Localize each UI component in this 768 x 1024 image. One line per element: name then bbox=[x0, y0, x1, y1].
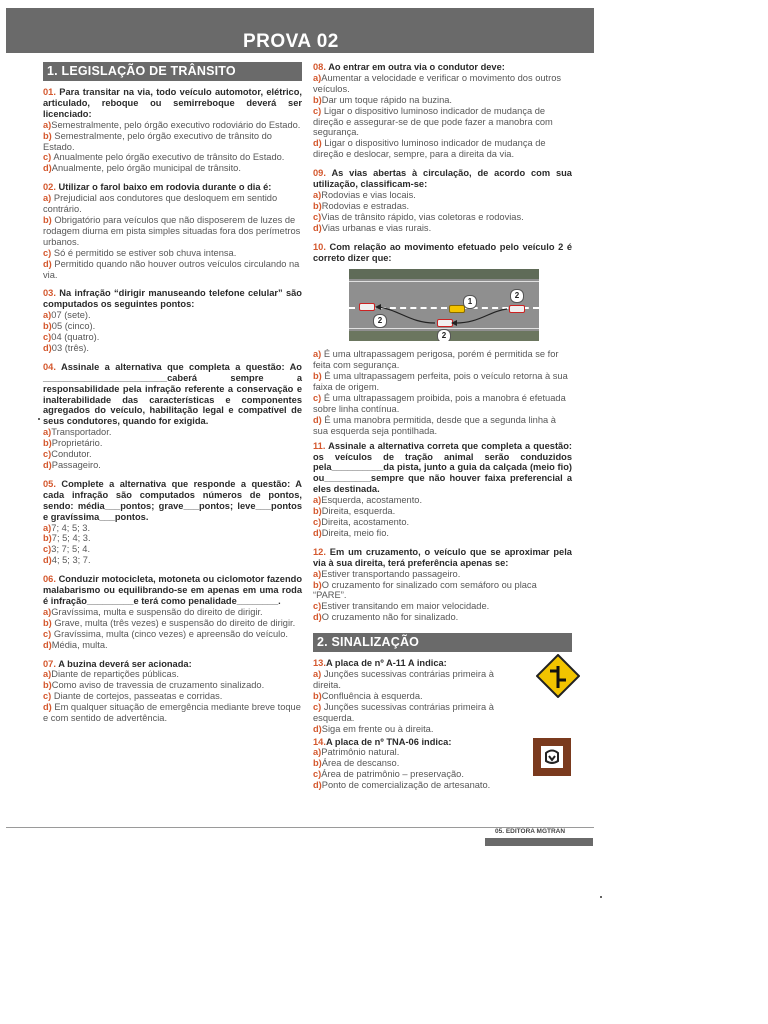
option-text: Anualmente, pelo órgão municipal de trânsito. bbox=[51, 163, 241, 174]
option-letter: b) bbox=[313, 371, 322, 382]
question-stem bbox=[313, 737, 522, 748]
question-stem bbox=[43, 574, 302, 607]
question-number: 03. bbox=[43, 288, 56, 299]
arrow-head-2 bbox=[451, 320, 457, 326]
option-letter: c) bbox=[43, 332, 52, 343]
option[interactable] bbox=[43, 460, 302, 471]
option-letter: d) bbox=[313, 612, 322, 623]
option[interactable] bbox=[313, 495, 572, 506]
option-text: 7; 5; 4; 3. bbox=[51, 533, 91, 544]
question-05 bbox=[43, 479, 302, 566]
option-text: Vias de trânsito rápido, vias coletoras e rodovias. bbox=[321, 211, 524, 222]
question-number: 13. bbox=[313, 658, 326, 669]
option-letter: b) bbox=[313, 579, 322, 590]
option-letter: c) bbox=[43, 247, 52, 258]
question-number: 07. bbox=[43, 658, 56, 669]
question-stem bbox=[313, 242, 572, 264]
option-text: Esquerda, acostamento. bbox=[321, 495, 423, 506]
option[interactable] bbox=[313, 371, 572, 393]
option[interactable] bbox=[313, 691, 522, 702]
option-text: Passageiro. bbox=[51, 460, 101, 470]
question-stem bbox=[43, 362, 302, 427]
option-text: 04 (quatro). bbox=[51, 332, 100, 343]
left-column bbox=[43, 62, 302, 732]
option[interactable] bbox=[313, 415, 572, 437]
option-text: Dar um toque rápido na buzina. bbox=[321, 94, 453, 105]
question-text: Assinale a alternativa que completa a questão: Ao ________________________caberá sempre a responsabilidade pela infração referente a conservação e inalterabilidade das características e componentes agregados do veículo, habilitação legal e compatível de seus condutores, quando for exigida. bbox=[43, 361, 302, 427]
option[interactable] bbox=[313, 702, 522, 724]
question-text: Na infração “dirigir manuseando telefone celular” são computados os seguintes pontos: bbox=[43, 288, 302, 310]
option-text: Prejudicial aos condutores que desloquem em sentido contrário. bbox=[43, 193, 278, 215]
question-stem bbox=[313, 441, 572, 496]
option-text: Estiver transitando em maior velocidade. bbox=[321, 601, 490, 612]
option-text: Ligar o dispositivo luminoso indicador de mudança de direção e deslocar, sempre, para a direita da via. bbox=[313, 138, 546, 160]
option-text: Média, multa. bbox=[51, 639, 108, 650]
option-text: O cruzamento não for sinalizado. bbox=[321, 612, 459, 623]
option-letter: a) bbox=[313, 747, 322, 758]
option-text: Semestralmente, pelo órgão executivo rodoviário do Estado. bbox=[51, 119, 301, 130]
option[interactable] bbox=[43, 152, 302, 163]
option-text: Rodovias e estradas. bbox=[321, 200, 410, 211]
option[interactable] bbox=[313, 223, 572, 234]
question-text: Assinale a alternativa correta que completa a questão: os veículos de tração animal serão conduzidos pela__________da pista, junto a guia da calçada (meio fio) ou_________sempre que não houver faixa preferencial a eles destinada. bbox=[313, 440, 572, 495]
question-text: Complete a alternativa que responde a questão: A cada infração são computados números de pontos, sendo: média___pontos; grave___pontos; leve___pontos e gravíssima___pontos. bbox=[43, 478, 302, 522]
option-letter: d) bbox=[313, 414, 322, 425]
option-text: Condutor. bbox=[51, 449, 92, 460]
option[interactable] bbox=[43, 702, 302, 724]
footer-bar bbox=[485, 838, 593, 846]
question-stem bbox=[313, 168, 572, 190]
question-10 bbox=[313, 242, 572, 437]
option-text: Anualmente pelo órgão executivo de trânsito do Estado. bbox=[53, 152, 285, 163]
option[interactable] bbox=[43, 248, 302, 259]
question-number: 14. bbox=[313, 736, 326, 747]
option-text: Junções sucessivas contrárias primeira à direita. bbox=[313, 669, 494, 690]
option[interactable] bbox=[43, 533, 302, 544]
option-letter: c) bbox=[313, 517, 322, 527]
option[interactable] bbox=[313, 517, 572, 528]
option-text: Área de patrimônio – preservação. bbox=[321, 769, 464, 780]
overtaking-diagram bbox=[349, 269, 539, 341]
question-text: Com relação ao movimento efetuado pelo veículo 2 é correto dizer que: bbox=[313, 241, 572, 263]
page-title: PROVA 02 bbox=[243, 31, 339, 52]
option[interactable] bbox=[313, 758, 522, 769]
option-letter: a) bbox=[43, 669, 52, 680]
option-letter: c) bbox=[313, 393, 322, 404]
option[interactable] bbox=[313, 73, 572, 95]
option-letter: c) bbox=[43, 691, 52, 702]
option[interactable] bbox=[313, 138, 572, 160]
option-letter: d) bbox=[43, 163, 52, 174]
option-text: Estiver transportando passageiro. bbox=[321, 568, 461, 579]
question-text: Em um cruzamento, o veículo que se aproximar pela via à sua direita, terá preferência apenas se: bbox=[313, 546, 572, 568]
option-text: É uma manobra permitida, desde que a segunda linha à sua esquerda seja pontilhada. bbox=[313, 414, 556, 436]
option-letter: a) bbox=[313, 669, 322, 680]
option-text: 3; 7; 5; 4. bbox=[51, 544, 91, 555]
option[interactable] bbox=[313, 349, 572, 371]
footer-text: 05. EDITORA MGTRAN bbox=[495, 828, 566, 835]
question-02 bbox=[43, 182, 302, 280]
option-letter: d) bbox=[43, 555, 52, 566]
question-01 bbox=[43, 87, 302, 174]
option[interactable] bbox=[313, 769, 522, 780]
option-text: Rodovias e vias locais. bbox=[321, 189, 416, 200]
question-07 bbox=[43, 659, 302, 724]
option-text: Obrigatório para veículos que não disposerem de luzes de rodagem diurna em pista simples situadas fora dos perímetros urbanos. bbox=[43, 214, 301, 247]
option[interactable] bbox=[313, 190, 572, 201]
option-text: É uma ultrapassagem proibida, pois a manobra é efetuada sobre linha contínua. bbox=[313, 393, 566, 414]
option-text: Patrimônio natural. bbox=[321, 747, 400, 758]
option-letter: b) bbox=[43, 321, 52, 332]
option[interactable] bbox=[313, 528, 572, 539]
option[interactable] bbox=[43, 640, 302, 651]
option-letter: d) bbox=[43, 460, 52, 470]
question-stem bbox=[313, 62, 572, 73]
option-text: Direita, meio fio. bbox=[321, 527, 389, 538]
option-text: Só é permitido se estiver sob chuva intensa. bbox=[53, 247, 237, 258]
question-text: A placa de nº A-11 A indica: bbox=[325, 658, 447, 669]
option-letter: a) bbox=[43, 606, 52, 617]
option[interactable] bbox=[313, 201, 572, 212]
option-text: Direita, acostamento. bbox=[321, 517, 410, 527]
option-letter: c) bbox=[43, 449, 52, 460]
question-number: 09. bbox=[313, 168, 326, 179]
option-letter: a) bbox=[43, 522, 52, 533]
option[interactable] bbox=[313, 212, 572, 223]
option-letter: b) bbox=[43, 680, 52, 691]
option-text: Transportador. bbox=[51, 427, 112, 438]
option-text: Ponto de comercialização de artesanato. bbox=[321, 780, 491, 791]
option-letter: c) bbox=[313, 601, 322, 612]
option-text: Confluência à esquerda. bbox=[321, 690, 423, 701]
option-text: Ligar o dispositivo luminoso indicador de mudança de direção e assegurar-se de que pode fazer a manobra com segurança. bbox=[313, 105, 553, 138]
question-text: A buzina deverá ser acionada: bbox=[58, 658, 192, 669]
question-number: 05. bbox=[43, 478, 56, 489]
option[interactable] bbox=[43, 680, 302, 691]
option[interactable] bbox=[313, 95, 572, 106]
option-letter: d) bbox=[43, 639, 52, 650]
option[interactable] bbox=[43, 555, 302, 566]
option-letter: d) bbox=[43, 702, 52, 713]
option-letter: b) bbox=[313, 690, 322, 701]
option-text: Aumentar a velocidade e verificar o movimento dos outros veículos. bbox=[313, 72, 562, 94]
option[interactable] bbox=[313, 393, 572, 415]
sign-tna06-icon bbox=[532, 737, 572, 777]
option[interactable] bbox=[43, 310, 302, 321]
question-number: 02. bbox=[43, 182, 56, 193]
question-13 bbox=[313, 658, 572, 734]
label-vehicle-1: 1 bbox=[463, 295, 477, 309]
option[interactable] bbox=[313, 601, 572, 612]
option-letter: d) bbox=[313, 138, 322, 149]
question-text: Para transitar na via, todo veículo automotor, elétrico, articulado, reboque ou semirreboque deverá ser licenciado: bbox=[43, 87, 302, 119]
question-03 bbox=[43, 288, 302, 353]
option[interactable] bbox=[313, 669, 522, 691]
option[interactable] bbox=[43, 215, 302, 248]
question-14 bbox=[313, 737, 572, 792]
option-letter: d) bbox=[43, 342, 52, 353]
option[interactable] bbox=[313, 106, 572, 139]
option-text: Semestralmente, pelo órgão executivo de trânsito do Estado. bbox=[43, 130, 272, 152]
section-header-legislacao: 1. LEGISLAÇÃO DE TRÂNSITO bbox=[43, 62, 302, 81]
option[interactable] bbox=[43, 618, 302, 629]
option-text: Vias urbanas e vias rurais. bbox=[321, 222, 432, 233]
question-stem bbox=[313, 658, 522, 669]
option-letter: a) bbox=[43, 119, 52, 130]
option[interactable] bbox=[313, 780, 522, 791]
question-text: Utilizar o farol baixo em rodovia durante o dia é: bbox=[58, 182, 272, 193]
option-text: O cruzamento for sinalizado com semáforo ou placa “PARE”. bbox=[313, 579, 537, 601]
option[interactable] bbox=[43, 669, 302, 680]
question-number: 11. bbox=[313, 440, 326, 451]
option-letter: d) bbox=[313, 527, 322, 538]
option-text: É uma ultrapassagem perfeita, pois o veículo retorna à sua faixa de origem. bbox=[313, 371, 568, 393]
option[interactable] bbox=[43, 131, 302, 153]
option[interactable] bbox=[313, 747, 522, 758]
section-header-sinalizacao: 2. SINALIZAÇÃO bbox=[313, 633, 572, 652]
option[interactable] bbox=[43, 343, 302, 354]
label-vehicle-2c: 2 bbox=[437, 329, 451, 341]
question-08 bbox=[313, 62, 572, 160]
question-stem bbox=[43, 659, 302, 670]
option-text: 7; 4; 5; 3. bbox=[51, 522, 91, 533]
question-number: 10. bbox=[313, 241, 326, 252]
option-text: Diante de repartições públicas. bbox=[51, 669, 179, 680]
option-text: 05 (cinco). bbox=[51, 321, 96, 332]
option-text: Proprietário. bbox=[51, 438, 103, 449]
question-06 bbox=[43, 574, 302, 650]
option-letter: c) bbox=[313, 105, 322, 116]
question-stem bbox=[43, 182, 302, 193]
option-text: Junções sucessivas contrárias primeira à esquerda. bbox=[313, 701, 494, 723]
option[interactable] bbox=[43, 163, 302, 174]
question-text: Ao entrar em outra via o condutor deve: bbox=[328, 62, 505, 72]
option-letter: b) bbox=[43, 617, 52, 628]
option-text: Em qualquer situação de emergência mediante breve toque e com sentido de advertência. bbox=[43, 702, 301, 724]
question-text: A placa de nº TNA-06 indica: bbox=[325, 736, 452, 747]
option-text: Siga em frente ou à direita. bbox=[321, 723, 434, 734]
option-text: 03 (três). bbox=[51, 342, 89, 353]
option-letter: c) bbox=[43, 544, 52, 555]
label-vehicle-2b: 2 bbox=[373, 314, 387, 328]
scan-speck bbox=[600, 896, 602, 898]
question-stem bbox=[43, 288, 302, 310]
question-number: 08. bbox=[313, 62, 326, 72]
option-letter: b) bbox=[43, 438, 52, 449]
option[interactable] bbox=[43, 193, 302, 215]
arrow-head-1 bbox=[375, 304, 381, 310]
option-text: Direita, esquerda. bbox=[321, 506, 396, 517]
option[interactable] bbox=[43, 120, 302, 131]
option-text: 07 (sete). bbox=[51, 310, 91, 321]
option-letter: a) bbox=[43, 427, 52, 438]
question-12 bbox=[313, 547, 572, 623]
option-letter: d) bbox=[313, 723, 322, 734]
option-letter: a) bbox=[43, 193, 52, 204]
option[interactable] bbox=[313, 506, 572, 517]
question-text: As vias abertas à circulação, de acordo com sua utilização, classificam-se: bbox=[313, 168, 572, 190]
option[interactable] bbox=[43, 544, 302, 555]
option-letter: b) bbox=[43, 533, 52, 544]
option-letter: a) bbox=[313, 568, 322, 579]
option-text: Diante de cortejos, passeatas e corridas. bbox=[53, 691, 223, 702]
option[interactable] bbox=[43, 321, 302, 332]
question-stem bbox=[43, 479, 302, 523]
option-letter: d) bbox=[313, 780, 322, 791]
option-letter: c) bbox=[313, 211, 322, 222]
option[interactable] bbox=[313, 569, 572, 580]
option-letter: b) bbox=[313, 506, 322, 517]
option-letter: b) bbox=[43, 214, 52, 225]
question-number: 04. bbox=[43, 361, 56, 372]
option-letter: a) bbox=[313, 495, 322, 506]
option-letter: d) bbox=[43, 258, 52, 269]
option[interactable] bbox=[313, 580, 572, 602]
question-stem bbox=[313, 547, 572, 569]
option-text: 4; 5; 3; 7. bbox=[51, 555, 91, 566]
option[interactable] bbox=[43, 449, 302, 460]
option-letter: b) bbox=[313, 758, 322, 769]
option[interactable] bbox=[43, 607, 302, 618]
option-letter: c) bbox=[313, 701, 322, 712]
option-text: Gravíssima, multa e suspensão do direito de dirigir. bbox=[51, 606, 263, 617]
option[interactable] bbox=[43, 259, 302, 281]
option-text: Como aviso de travessia de cruzamento sinalizado. bbox=[51, 680, 265, 691]
option-letter: a) bbox=[313, 72, 322, 83]
question-11 bbox=[313, 441, 572, 539]
question-number: 01. bbox=[43, 87, 56, 97]
option-text: Permitido quando não houver outros veículos circulando na via. bbox=[43, 258, 300, 280]
option-text: É uma ultrapassagem perigosa, porém é permitida se for feita com segurança. bbox=[313, 349, 559, 371]
option[interactable] bbox=[313, 612, 572, 623]
right-column bbox=[313, 62, 572, 799]
option-text: Área de descanso. bbox=[321, 758, 400, 769]
option[interactable] bbox=[313, 724, 522, 735]
option[interactable] bbox=[43, 691, 302, 702]
option-letter: d) bbox=[313, 222, 322, 233]
question-text: Conduzir motocicleta, motoneta ou ciclomotor fazendo malabarismo ou equilibrando-se em apenas em uma roda é infração_________e terá como penalidade________. bbox=[43, 574, 302, 606]
option-letter: a) bbox=[43, 310, 52, 321]
option-letter: c) bbox=[43, 152, 52, 163]
option-letter: b) bbox=[43, 130, 52, 141]
question-04 bbox=[43, 362, 302, 471]
option-letter: c) bbox=[43, 628, 52, 639]
option[interactable] bbox=[43, 438, 302, 449]
sign-a11a-icon bbox=[536, 654, 576, 694]
question-number: 06. bbox=[43, 574, 56, 585]
option-text: Gravíssima, multa (cinco vezes) e apreensão do veículo. bbox=[53, 628, 288, 639]
question-09 bbox=[313, 168, 572, 233]
trajectory-line-1 bbox=[453, 309, 507, 323]
question-stem bbox=[43, 87, 302, 120]
option[interactable] bbox=[43, 629, 302, 640]
option[interactable] bbox=[43, 427, 302, 438]
option-letter: a) bbox=[313, 349, 322, 360]
question-number: 12. bbox=[313, 546, 326, 557]
option-letter: b) bbox=[313, 94, 322, 105]
option-text: Grave, multa (três vezes) e suspensão do direito de dirigir. bbox=[54, 617, 296, 628]
label-vehicle-2a: 2 bbox=[510, 289, 524, 303]
scan-speck bbox=[38, 418, 40, 420]
option[interactable] bbox=[43, 523, 302, 534]
option-letter: a) bbox=[313, 189, 322, 200]
option-letter: c) bbox=[313, 769, 322, 780]
option[interactable] bbox=[43, 332, 302, 343]
option-letter: b) bbox=[313, 200, 322, 211]
